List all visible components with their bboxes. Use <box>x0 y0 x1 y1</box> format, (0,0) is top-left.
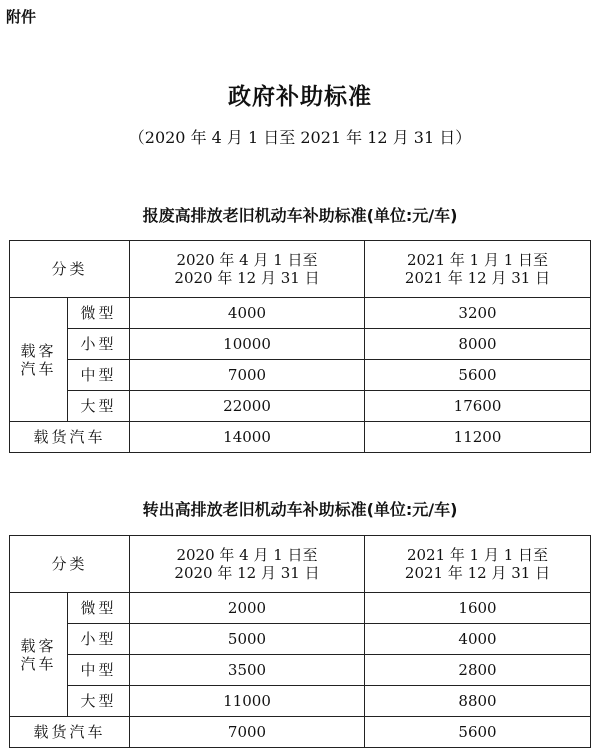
value-cell: 4000 <box>365 624 591 655</box>
period2-header <box>365 241 591 298</box>
table-row <box>10 624 591 655</box>
transfer-table-title: 转出高排放老旧机动车补助标准(单位:元/车) <box>142 500 458 519</box>
period1-header-line2: 2020 年 12 月 31 日 <box>174 269 320 287</box>
period2-header-line1: 2021 年 1 月 1 日至 <box>406 546 549 564</box>
category-header: 分类 <box>10 536 130 593</box>
category-header: 分类 <box>10 241 130 298</box>
value-cell: 17600 <box>365 391 591 422</box>
transfer-subsidy-table <box>9 535 591 748</box>
value-cell: 14000 <box>130 422 365 453</box>
table-row <box>10 298 591 329</box>
value-cell: 11200 <box>365 422 591 453</box>
value-cell: 22000 <box>130 391 365 422</box>
period1-header-line2: 2020 年 12 月 31 日 <box>174 564 320 582</box>
passenger-car-group-label <box>10 593 68 717</box>
value-cell: 7000 <box>130 717 365 748</box>
table-row <box>10 360 591 391</box>
period1-header <box>130 536 365 593</box>
vehicle-type-cell: 微型 <box>68 298 130 329</box>
period2-header-line2: 2021 年 12 月 31 日 <box>404 564 551 582</box>
table-header-row <box>10 241 591 298</box>
value-cell: 5600 <box>365 360 591 391</box>
table-row <box>10 717 591 748</box>
value-cell: 8000 <box>365 329 591 360</box>
passenger-car-group-label <box>10 298 68 422</box>
table-row <box>10 686 591 717</box>
group-label-line2: 汽车 <box>20 359 57 378</box>
vehicle-type-cell: 微型 <box>68 593 130 624</box>
vehicle-type-cell: 中型 <box>68 360 130 391</box>
group-label-line2: 汽车 <box>20 654 57 673</box>
vehicle-type-cell: 大型 <box>68 686 130 717</box>
truck-label-cell: 载货汽车 <box>10 717 130 748</box>
value-cell: 2800 <box>365 655 591 686</box>
table-row <box>10 655 591 686</box>
vehicle-type-cell: 大型 <box>68 391 130 422</box>
value-cell: 3200 <box>365 298 591 329</box>
page-title: 政府补助标准 <box>228 83 372 110</box>
table-row <box>10 391 591 422</box>
period-subtitle: （2020 年 4 月 1 日至 2021 年 12 月 31 日） <box>128 128 472 147</box>
period1-header-line1: 2020 年 4 月 1 日至 <box>176 546 318 564</box>
value-cell: 1600 <box>365 593 591 624</box>
period2-header-line2: 2021 年 12 月 31 日 <box>404 269 551 287</box>
group-label-line1: 载客 <box>20 341 57 360</box>
group-label-line1: 载客 <box>20 636 57 655</box>
table-row <box>10 593 591 624</box>
value-cell: 5600 <box>365 717 591 748</box>
vehicle-type-cell: 小型 <box>68 329 130 360</box>
value-cell: 8800 <box>365 686 591 717</box>
value-cell: 5000 <box>130 624 365 655</box>
attachment-label: 附件 <box>6 8 37 26</box>
value-cell: 11000 <box>130 686 365 717</box>
period1-header <box>130 241 365 298</box>
value-cell: 7000 <box>130 360 365 391</box>
period2-header-line1: 2021 年 1 月 1 日至 <box>406 251 549 269</box>
table-row <box>10 329 591 360</box>
period2-header <box>365 536 591 593</box>
table-header-row <box>10 536 591 593</box>
scrap-subsidy-table <box>9 240 591 453</box>
truck-label-cell: 载货汽车 <box>10 422 130 453</box>
value-cell: 4000 <box>130 298 365 329</box>
period1-header-line1: 2020 年 4 月 1 日至 <box>176 251 318 269</box>
value-cell: 3500 <box>130 655 365 686</box>
table-row <box>10 422 591 453</box>
value-cell: 2000 <box>130 593 365 624</box>
value-cell: 10000 <box>130 329 365 360</box>
vehicle-type-cell: 中型 <box>68 655 130 686</box>
scrap-table-title: 报废高排放老旧机动车补助标准(单位:元/车) <box>142 206 458 225</box>
vehicle-type-cell: 小型 <box>68 624 130 655</box>
